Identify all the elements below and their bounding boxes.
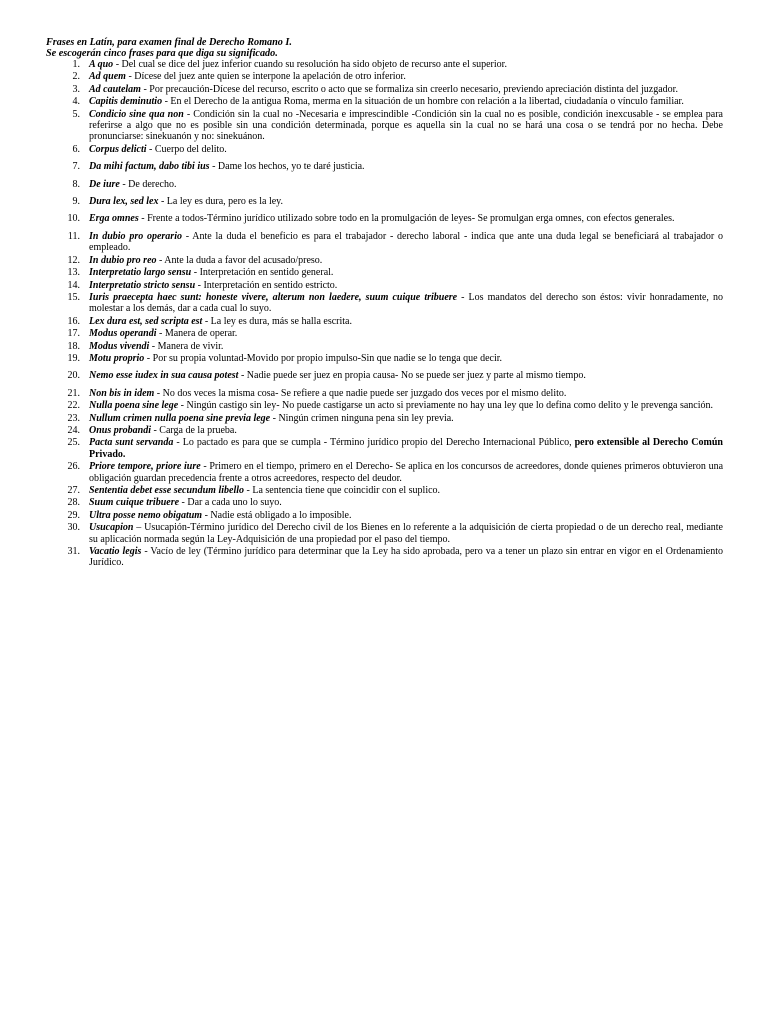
phrase-meaning: - Frente a todos-Término jurídico utilizado sobre todo en la promulgación de leyes- Se promulgan erga omnes, con efectos generales. [138, 213, 675, 225]
item-number: 21. [67, 387, 80, 399]
phrase-meaning: - Ningún crimen ninguna pena sin ley previa. [270, 412, 454, 424]
item-number: 30. [67, 522, 80, 534]
item-number: 13. [67, 267, 80, 279]
item-number: 28. [67, 497, 80, 509]
list-item [0, 461, 723, 484]
phrase-meaning: - Por su propia voluntad-Movido por propio impulso-Sin que nadie se lo tenga que decir. [144, 352, 503, 364]
item-number: 22. [67, 400, 80, 412]
list-item [0, 370, 723, 381]
item-number: 17. [67, 328, 80, 340]
latin-phrase: Ad cautelam [89, 83, 141, 95]
item-number: 6. [72, 143, 80, 155]
header-subtitle: Se escogerán cinco frases para que diga su significado. [46, 48, 278, 59]
document-header [46, 37, 736, 59]
phrase-meaning: - Cuerpo del delito. [146, 143, 227, 155]
phrase-meaning: - Dame los hechos, yo te daré justicia. [209, 161, 365, 173]
phrase-meaning: - Dar a cada uno lo suyo. [179, 497, 282, 509]
latin-phrase: Lex dura est, sed scripta est [89, 315, 203, 327]
phrase-meaning: - Dícese del juez ante quien se interpone la apelación de otro inferior. [125, 71, 406, 83]
latin-phrase: Motu proprio [89, 352, 145, 364]
list-item [0, 161, 723, 172]
latin-phrase: In dubio pro operario [89, 230, 182, 242]
list-item [0, 280, 723, 291]
item-number: 14. [67, 279, 80, 291]
phrase-meaning-bold: pero extensible al Derecho Común Privado. [89, 437, 723, 460]
latin-phrase: Nulla poena sine lege [89, 400, 179, 412]
latin-phrase: Ad quem [89, 71, 126, 83]
item-number: 16. [67, 315, 80, 327]
phrase-list [0, 59, 768, 570]
phrase-meaning: - Lo pactado es para que se cumpla - Término jurídico propio del Derecho Internacional Público, [173, 437, 575, 449]
phrase-meaning: - Interpretación en sentido estricto. [195, 279, 338, 291]
list-item [0, 231, 723, 254]
latin-phrase: Suum cuique tribuere [89, 497, 180, 509]
item-number: 9. [72, 196, 80, 208]
item-number: 31. [67, 546, 80, 558]
list-item [0, 84, 723, 95]
list-item [0, 267, 723, 278]
latin-phrase: Ultra posse nemo obigatum [89, 509, 203, 521]
list-item [0, 196, 723, 207]
list-item [0, 522, 723, 545]
latin-phrase: Capitis deminutio [89, 96, 163, 108]
latin-phrase: A quo [89, 59, 114, 70]
latin-phrase: Onus probandi [89, 424, 151, 436]
phrase-meaning: - Por precaución-Dícese del recurso, escrito o acto que se formaliza sin creerlo necesario, previendo apreciación distinta del juzgador. [140, 83, 678, 95]
list-item [0, 213, 723, 224]
phrase-meaning: - La ley es dura, pero es la ley. [158, 196, 284, 208]
phrase-meaning: - Ante la duda el beneficio es para el trabajador - derecho laboral - indica que ante una duda legal se beneficiará al trabajador o empleado. [89, 230, 723, 254]
phrase-meaning: - Interpretación en sentido general. [191, 267, 334, 279]
latin-phrase: Corpus delicti [89, 143, 147, 155]
latin-phrase: Priore tempore, priore iure [89, 461, 201, 473]
list-item [0, 328, 723, 339]
item-number: 27. [67, 485, 80, 496]
item-number: 26. [67, 461, 80, 473]
item-number: 2. [72, 71, 80, 83]
list-item [0, 179, 723, 190]
item-number: 19. [67, 352, 80, 364]
latin-phrase: Erga omnes [89, 213, 139, 225]
phrase-meaning: - Nadie está obligado a lo imposible. [202, 509, 352, 521]
item-number: 10. [67, 213, 80, 225]
latin-phrase: Modus vivendi [89, 340, 150, 352]
item-number: 15. [67, 291, 80, 303]
list-item [0, 497, 723, 508]
list-item [0, 353, 723, 364]
latin-phrase: De iure [89, 178, 120, 190]
item-number: 24. [67, 424, 80, 436]
list-item [0, 400, 723, 411]
phrase-meaning: - Manera de operar. [156, 328, 238, 340]
phrase-meaning: - De derecho. [119, 178, 177, 190]
phrase-meaning: - La sentencia tiene que coincidir con el suplico. [244, 485, 441, 496]
latin-phrase: Vacatio legis [89, 546, 142, 558]
item-number: 5. [72, 108, 80, 120]
phrase-meaning: - Del cual se dice del juez inferior cuando su resolución ha sido objeto de recurso ante el superior. [113, 59, 507, 70]
list-item [0, 510, 723, 521]
item-number: 1. [72, 59, 80, 70]
phrase-meaning: - Ningún castigo sin ley- No puede castigarse un acto si previamente no hay una ley que lo defina como delito y le prevenga sanción. [178, 400, 714, 412]
phrase-meaning: - Condición sin la cual no -Necesaria e imprescindible -Condición sin la cual no es posible, condición inexcusable - se emplea para referirse a algo que no es posible sin una condición determinada, porque es aquella sin la cual no se hará una cosa o se tendrá por no hecha. Debe pronunciarse: sinekuanón y no: sinekuánon. [89, 108, 723, 143]
list-item [0, 485, 723, 496]
item-number: 18. [67, 340, 80, 352]
latin-phrase: Sententia debet esse secundum libello [89, 485, 244, 496]
latin-phrase: Dura lex, sed lex [89, 196, 159, 208]
list-item [0, 109, 723, 143]
latin-phrase: Pacta sunt servanda [89, 437, 174, 449]
latin-phrase: Interpretatio largo sensu [89, 267, 192, 279]
item-number: 11. [67, 230, 80, 242]
phrase-meaning: - Primero en el tiempo, primero en el Derecho- Se aplica en los concursos de acreedores, donde quienes primeros obtuvieron una obligación guardan precedencia frente a otros acreedores, respecto del deudor. [89, 461, 724, 484]
item-number: 7. [72, 161, 80, 173]
item-number: 25. [67, 437, 80, 449]
latin-phrase: Condicio sine qua non [89, 108, 184, 120]
phrase-meaning: - En el Derecho de la antigua Roma, merma en la situación de un hombre con relación a la libertad, ciudadanía o vínculo familiar. [162, 96, 684, 108]
phrase-meaning: - La ley es dura, más se halla escrita. [202, 315, 352, 327]
list-item [0, 255, 723, 266]
item-number: 12. [67, 254, 80, 266]
list-item [0, 96, 723, 107]
list-item [0, 546, 723, 569]
latin-phrase: Interpretatio stricto sensu [89, 279, 196, 291]
phrase-meaning: - Los mandatos del derecho son éstos: vivir honradamente, no molestar a los demás, dar a cada cual lo suyo. [89, 291, 723, 315]
latin-phrase: Non bis in idem [89, 387, 155, 399]
phrase-meaning: - Manera de vivir. [149, 340, 224, 352]
phrase-meaning: - Nadie puede ser juez en propia causa- No se puede ser juez y parte al mismo tiempo. [238, 370, 586, 382]
list-item [0, 341, 723, 352]
item-number: 4. [72, 96, 80, 108]
phrase-meaning: – Usucapión-Término jurídico del Derecho civil de los Bienes en lo referente a la adquisición de cierta propiedad o de un derecho real, mediante su aplicación normada según la Ley-Adquisición de una propiedad por el paso del tiempo. [89, 522, 723, 545]
item-number: 29. [67, 509, 80, 521]
latin-phrase: Nullum crimen nulla poena sine previa lege [89, 412, 271, 424]
header-title: Frases en Latín, para examen final de Derecho Romano I. [46, 37, 292, 48]
list-item [0, 144, 723, 155]
list-item [0, 59, 723, 70]
latin-phrase: Nemo esse iudex in sua causa potest [89, 370, 239, 382]
latin-phrase: Iuris praecepta haec sunt: honeste vivere, alterum non laedere, suum cuique tribuere [89, 291, 458, 303]
item-number: 8. [72, 178, 80, 190]
list-item [0, 437, 723, 460]
list-item [0, 316, 723, 327]
item-number: 3. [72, 83, 80, 95]
item-number: 20. [67, 370, 80, 382]
list-item [0, 388, 723, 399]
item-number: 23. [67, 412, 80, 424]
list-item [0, 425, 723, 436]
latin-phrase: Da mihi factum, dabo tibi ius [89, 161, 210, 173]
latin-phrase: Usucapion [89, 522, 134, 534]
list-item [0, 71, 723, 82]
phrase-meaning: - No dos veces la misma cosa- Se refiere a que nadie puede ser juzgado dos veces por el mismo delito. [154, 387, 567, 399]
latin-phrase: In dubio pro reo [89, 254, 157, 266]
list-item [0, 292, 723, 315]
phrase-meaning: - Ante la duda a favor del acusado/preso. [156, 254, 323, 266]
phrase-meaning: - Carga de la prueba. [150, 424, 237, 436]
list-item [0, 413, 723, 424]
latin-phrase: Modus operandi [89, 328, 157, 340]
phrase-meaning: - Vacío de ley (Término jurídico para determinar que la Ley ha sido aprobada, pero va a tener un plazo sin entrar en vigor en el Ordenamiento Jurídico. [89, 546, 723, 569]
